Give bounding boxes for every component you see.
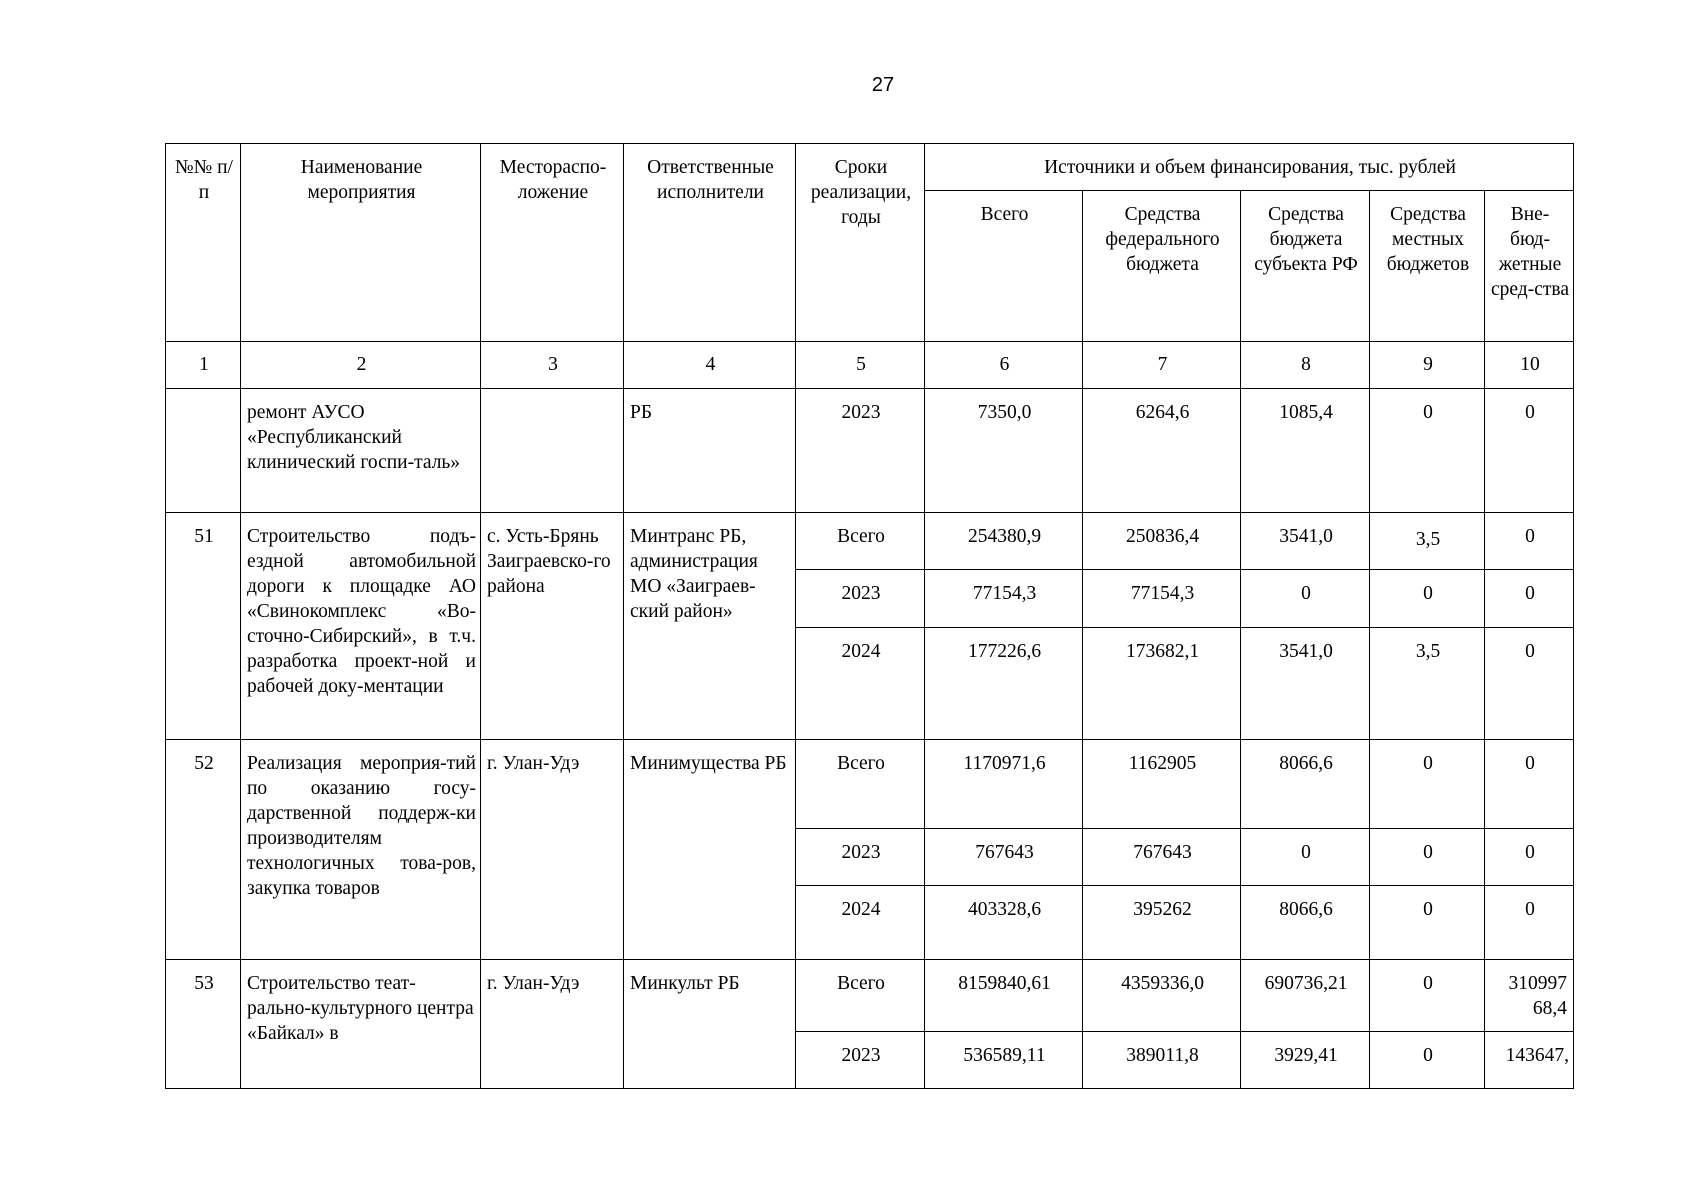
column-number: 5 (796, 342, 925, 389)
row-period: 2024 (796, 628, 925, 740)
row-period: 2023 (796, 389, 925, 513)
row-extra: 0 (1485, 829, 1574, 886)
row-num: 51 (166, 513, 241, 740)
header-responsible: Ответственные исполнители (624, 144, 796, 342)
header-subject: Средства бюджета субъекта РФ (1241, 191, 1370, 342)
column-number: 3 (481, 342, 624, 389)
row-responsible: Минтранс РБ, администрация МО «Заиграев-ский район» (624, 513, 796, 740)
row-period: Всего (796, 960, 925, 1032)
row-subject: 8066,6 (1241, 740, 1370, 829)
row-federal: 395262 (1083, 886, 1241, 960)
row-num: 52 (166, 740, 241, 960)
column-number: 4 (624, 342, 796, 389)
row-total: 177226,6 (925, 628, 1083, 740)
table-row (166, 513, 1574, 570)
row-num (166, 389, 241, 513)
row-federal: 6264,6 (1083, 389, 1241, 513)
row-name: Реализация мероприя-тий по оказанию госу-дарственной поддерж-ки производителям технологичных това-ров, закупка товаров (241, 740, 481, 960)
row-extra: 0 (1485, 513, 1574, 570)
row-local: 3,5 (1370, 513, 1485, 570)
row-subject: 0 (1241, 829, 1370, 886)
table-row (166, 389, 1574, 513)
header-total: Всего (925, 191, 1083, 342)
row-total: 536589,11 (925, 1032, 1083, 1089)
row-extra: 143647, (1485, 1032, 1574, 1089)
row-total: 8159840,61 (925, 960, 1083, 1032)
row-federal: 1162905 (1083, 740, 1241, 829)
row-location: г. Улан-Удэ (481, 740, 624, 960)
row-period: 2023 (796, 570, 925, 628)
row-subject: 8066,6 (1241, 886, 1370, 960)
row-local: 3,5 (1370, 628, 1485, 740)
row-local: 0 (1370, 389, 1485, 513)
row-total: 7350,0 (925, 389, 1083, 513)
row-responsible: РБ (624, 389, 796, 513)
row-extra: 310997 68,4 (1485, 960, 1574, 1032)
financing-table (165, 143, 1574, 1089)
row-total: 77154,3 (925, 570, 1083, 628)
row-period: Всего (796, 513, 925, 570)
row-subject: 0 (1241, 570, 1370, 628)
page-number: 27 (871, 74, 895, 96)
table-row (166, 960, 1574, 1032)
header-federal: Средства федерального бюджета (1083, 191, 1241, 342)
column-number: 6 (925, 342, 1083, 389)
row-subject: 3929,41 (1241, 1032, 1370, 1089)
column-number: 1 (166, 342, 241, 389)
row-total: 403328,6 (925, 886, 1083, 960)
row-subject: 3541,0 (1241, 628, 1370, 740)
row-local: 0 (1370, 740, 1485, 829)
row-total: 1170971,6 (925, 740, 1083, 829)
column-number: 9 (1370, 342, 1485, 389)
header-row-1 (166, 144, 1574, 191)
header-num: №№ п/п (166, 144, 241, 342)
row-extra: 0 (1485, 740, 1574, 829)
header-local: Средства местных бюджетов (1370, 191, 1485, 342)
row-federal: 4359336,0 (1083, 960, 1241, 1032)
row-total: 767643 (925, 829, 1083, 886)
header-location: Местораспо-ложение (481, 144, 624, 342)
row-federal: 173682,1 (1083, 628, 1241, 740)
row-local: 0 (1370, 960, 1485, 1032)
row-local: 0 (1370, 1032, 1485, 1089)
row-total: 254380,9 (925, 513, 1083, 570)
row-name: Строительство теат-рально-культурного центра «Байкал» в (241, 960, 481, 1089)
table-row (166, 740, 1574, 829)
header-extra: Вне-бюд-жетные сред-ства (1485, 191, 1574, 342)
row-location (481, 389, 624, 513)
row-responsible: Минкульт РБ (624, 960, 796, 1089)
row-location: г. Улан-Удэ (481, 960, 624, 1089)
row-period: 2023 (796, 829, 925, 886)
row-subject: 1085,4 (1241, 389, 1370, 513)
row-extra: 0 (1485, 570, 1574, 628)
row-extra: 0 (1485, 389, 1574, 513)
row-extra: 0 (1485, 628, 1574, 740)
row-federal: 77154,3 (1083, 570, 1241, 628)
column-number: 7 (1083, 342, 1241, 389)
row-period: 2024 (796, 886, 925, 960)
row-name: ремонт АУСО «Республиканский клинический госпи-таль» (241, 389, 481, 513)
header-name: Наименование мероприятия (241, 144, 481, 342)
row-federal: 250836,4 (1083, 513, 1241, 570)
column-number: 2 (241, 342, 481, 389)
row-num: 53 (166, 960, 241, 1089)
header-financing: Источники и объем финансирования, тыс. рублей (925, 144, 1574, 191)
row-local: 0 (1370, 886, 1485, 960)
row-federal: 389011,8 (1083, 1032, 1241, 1089)
row-local: 0 (1370, 829, 1485, 886)
column-number: 10 (1485, 342, 1574, 389)
row-location: с. Усть-Брянь Заиграевско-го района (481, 513, 624, 740)
row-subject: 3541,0 (1241, 513, 1370, 570)
row-responsible: Минимущества РБ (624, 740, 796, 960)
row-federal: 767643 (1083, 829, 1241, 886)
row-name: Строительство подъ-ездной автомобильной дороги к площадке АО «Свинокомплекс «Во-сточно-Сибирский», в т.ч. разработка проект-ной и рабочей доку-ментации (241, 513, 481, 740)
row-extra: 0 (1485, 886, 1574, 960)
row-local: 0 (1370, 570, 1485, 628)
header-period: Сроки реализации, годы (796, 144, 925, 342)
column-number-row (166, 342, 1574, 389)
row-period: Всего (796, 740, 925, 829)
column-number: 8 (1241, 342, 1370, 389)
row-period: 2023 (796, 1032, 925, 1089)
row-subject: 690736,21 (1241, 960, 1370, 1032)
